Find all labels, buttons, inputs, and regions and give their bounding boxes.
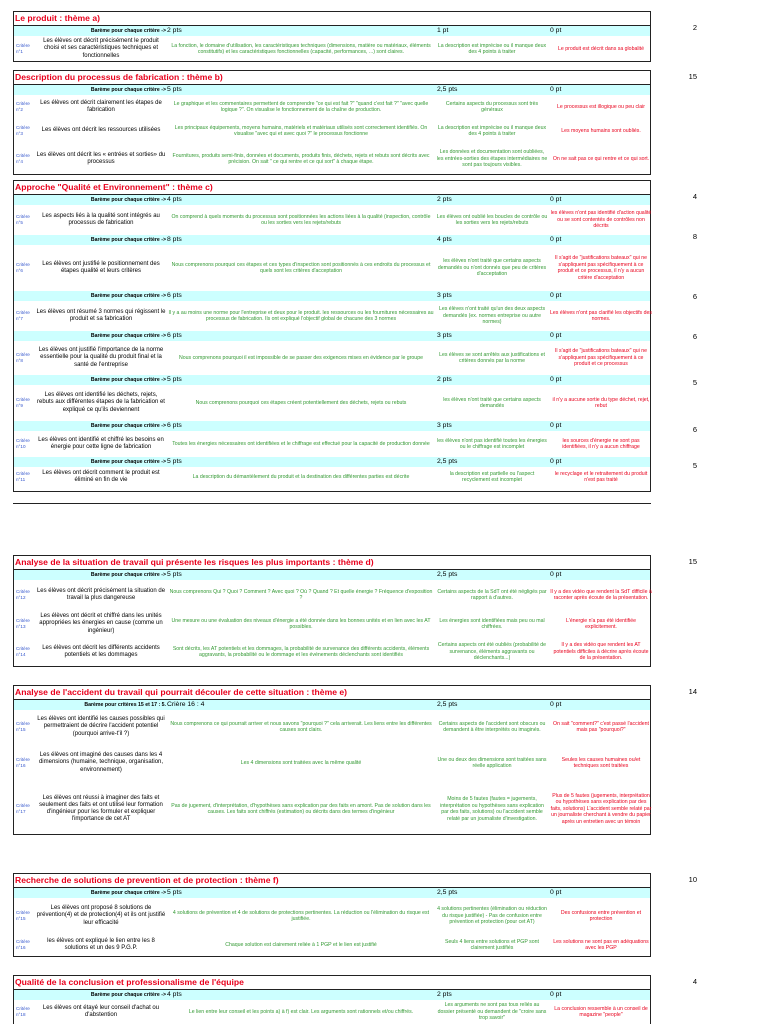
section-title: Qualité de la conclusion et professionalisme de l'équipe — [14, 976, 650, 990]
block-points: 8 — [692, 232, 697, 241]
section-theme-a — [13, 11, 651, 62]
criterion-id: Critère n°8 — [16, 352, 30, 363]
bareme-min: 0 pt — [550, 571, 562, 578]
criterion-id: Critère n°9 — [16, 397, 30, 408]
bareme-max: 5 pts — [167, 889, 182, 896]
bareme-mid: 2 pts — [437, 196, 452, 203]
criterion-desc: Les élèves ont résumé 3 normes qui régissent le produit et sa fabrication — [36, 308, 166, 322]
criterion-row — [14, 467, 650, 487]
bareme-mid: 2 pts — [437, 991, 452, 998]
criterion-max: La fonction, le domaine d'utilisation, les caractéristiques techniques (dimensions, matière ou matériaux, éléments constitutifs) et les caractéristiques fonctionnelles (capacité, performances, ...) sont claires. — [171, 42, 431, 55]
criterion-desc: Les élèves ont identifié les causes possibles qui permettraient de décrire l'accident potentiel (pourquoi arrive-t'il ?) — [37, 716, 165, 737]
bareme-label: Barème pour chaque critère -> — [90, 237, 166, 243]
criterion-min: il n'y a aucune sortie du type déchet, rejet, rebut — [552, 396, 650, 409]
criterion-min: Les élèves n'ont pas clarifié les objectifs des normes. — [550, 309, 652, 322]
criterion-max: Nous comprenons Qui ? Quoi ? Comment ? Avec quoi ? Où ? Quand ? Et quelle énergie ? Fréquence d'exposition ? — [169, 588, 433, 601]
criterion-desc: Les aspects liés à la qualité sont intégrés au processus de fabrication — [42, 212, 160, 226]
criterion-id: Critère n°6 — [16, 262, 30, 273]
bareme-max: Crière 16 : 4 — [167, 701, 205, 708]
criterion-row — [14, 95, 650, 119]
criterion-min: On sait "comment?" c'est passé l'accident mais pas "pourquoi?" — [553, 720, 649, 733]
bareme-max: 6 pts — [167, 292, 182, 299]
criterion-id: Critère n°13 — [16, 618, 30, 629]
block-points: 6 — [692, 292, 697, 301]
bareme-mid: 2,5 pts — [437, 458, 458, 465]
bareme-label: Barème pour chaque critère -> — [90, 572, 166, 578]
bareme-max: 5 pts — [167, 376, 182, 383]
criterion-desc: Les élèves ont proposé 8 solutions de prévention(4) et de protection(4) et ils ont justifié leur efficacité — [36, 905, 166, 926]
criterion-mid: Les énergies sont identifiées mais peu ou mal chiffrées. — [439, 617, 545, 630]
bareme-min: 0 pt — [550, 991, 562, 998]
criterion-id: Critère n°5 — [16, 214, 30, 225]
criterion-max: Nous comprenons pourquoi ces étapes et ces types d'inspection sont positionnés à ces endroits du processus et quels sont les critères d'acceptation — [171, 261, 431, 274]
bareme-row — [14, 291, 650, 301]
bareme-max: 6 pts — [167, 332, 182, 339]
bareme-max: 6 pts — [167, 422, 182, 429]
criterion-desc: Les élèves ont décrit comment le produit est éliminé en fin de vie — [42, 469, 160, 483]
bareme-min: 0 pt — [550, 701, 562, 708]
bareme-mid: 3 pts — [437, 292, 452, 299]
bareme-mid: 2,5 pts — [437, 571, 458, 578]
criterion-row — [14, 143, 650, 175]
criterion-desc: les élèves ont expliqué le lien entre les 8 solutions et un des 9 P.G.P. — [47, 937, 155, 951]
bareme-label: Barème pour chaque critère -> — [90, 293, 166, 299]
criterion-id: Critère n°1 — [16, 43, 30, 54]
criterion-row — [14, 431, 650, 457]
bareme-max: 4 pts — [167, 196, 182, 203]
section-points: 2 — [692, 23, 697, 32]
bareme-max: 4 pts — [167, 991, 182, 998]
page-divider — [13, 503, 651, 504]
bareme-row — [14, 375, 650, 385]
criterion-id: Critère n°2 — [16, 101, 30, 112]
criterion-min: Seules les causes humaines ou/et techniques sont traitées — [561, 756, 641, 769]
bareme-min: 0 pt — [550, 332, 562, 339]
criterion-row — [14, 1000, 650, 1024]
bareme-mid: 3 pts — [437, 422, 452, 429]
bareme-label: Barème pour chaque critère -> — [90, 28, 166, 34]
bareme-row — [14, 888, 650, 898]
bareme-row — [14, 700, 650, 710]
criterion-mid: Certains aspects de la SdT ont été négligés par rapport à d'autres. — [437, 588, 547, 601]
bareme-row — [14, 331, 650, 341]
bareme-label: Barème pour chaque critère -> — [90, 377, 166, 383]
criterion-max: 4 solutions de prévention et 4 de solutions de protections pertinentes. La réduction ou l'élimination du risque est justifiée. — [172, 909, 430, 922]
criterion-row — [14, 301, 650, 331]
bareme-max: 5 pts — [167, 458, 182, 465]
criterion-row — [14, 744, 650, 782]
criterion-min: Le processus est illogique ou peu clair — [557, 103, 645, 110]
bareme-row — [14, 457, 650, 467]
bareme-label: Barème pour chaque critère -> — [90, 423, 166, 429]
bareme-row — [14, 235, 650, 245]
bareme-label: Barème pour critères 15 et 17 : 5. — [84, 702, 166, 708]
criterion-max: Les principaux équipements, moyens humains, matériels et matériaux utilisés sont correctement identifiés. On visualise "avec qui et avec quoi ?" le processus fonctionne — [174, 124, 428, 137]
criterion-desc: Les élèves ont imaginé des causes dans les 4 dimensions (humaine, technique, organisation, environnement) — [38, 752, 164, 773]
bareme-mid: 2,5 pts — [437, 889, 458, 896]
criterion-mid: les élèves n'ont traité que certains aspects demandés ou n'ont donnés que peu de critères d'acceptation — [437, 258, 547, 278]
criterion-min: le recyclage et le retraitement du produit n'est pas traité — [554, 470, 648, 483]
criterion-min: les élèves n'ont pas identifié d'action qualité ou se sont contentés de contrôles non décrits — [550, 210, 652, 230]
bareme-mid: 2 pts — [437, 376, 452, 383]
criterion-row — [14, 385, 650, 421]
criterion-id: Critère n°12 — [16, 589, 30, 600]
criterion-min: Les moyens humains sont oubliés. — [561, 127, 641, 134]
section-title: Approche "Qualité et Environnement" : thème c) — [14, 181, 650, 195]
criterion-max: Une mesure ou une évaluation des niveaux d'énergie a été donnée dans les bonnes unités et en lien avec les AT possibles. — [171, 617, 431, 630]
criterion-id: Critère n°14 — [16, 646, 30, 657]
bareme-max: 8 pts — [167, 236, 182, 243]
bareme-row — [14, 195, 650, 205]
criterion-id: Critère n°7 — [16, 310, 30, 321]
bareme-min: 0 pt — [550, 196, 562, 203]
bareme-min: 0 pt — [550, 889, 562, 896]
criterion-id: Critère n°17 — [16, 803, 30, 814]
criterion-max: Chaque solution est clairement reliée à 1 PGP et le lien est justifié — [225, 941, 377, 948]
bareme-min: 0 pt — [550, 458, 562, 465]
bareme-min: 0 pt — [550, 27, 562, 34]
section-points: 15 — [688, 72, 697, 81]
criterion-min: La conclusion ressemble à un conseil de magazine "people" — [554, 1005, 648, 1018]
criterion-mid: Seuls 4 liens entre solutions et PGP sont clairement justifiés — [445, 938, 539, 951]
criterion-id: Critère n°3 — [16, 125, 30, 136]
bareme-label: Barème pour chaque critère -> — [90, 197, 166, 203]
criterion-min: Le produit est décrit dans sa globalité — [558, 45, 644, 52]
criterion-mid: Certains aspects de l'accident sont obscurs ou demandent à être interprétés ou imaginés. — [438, 720, 546, 733]
bareme-mid: 1 pt — [437, 27, 449, 34]
section-title: Description du processus de fabrication : thème b) — [14, 71, 650, 85]
bareme-row — [14, 990, 650, 1000]
criterion-mid: les élèves n'ont traité que certains aspects demandés — [443, 396, 541, 409]
block-points: 4 — [692, 192, 697, 201]
criterion-min: Il y a des vidéo que rendent les AT potentiels difficiles à décrire après écoute de la présentation. — [553, 642, 649, 662]
criterion-row — [14, 782, 650, 836]
criterion-min: L'énergie n'a pas été identifiée explicitement. — [565, 617, 637, 630]
criterion-max: La description du démantèlement du produit et la destination des différentes parties est décrite — [192, 473, 410, 480]
bareme-mid: 4 pts — [437, 236, 452, 243]
criterion-id: Critère n°4 — [16, 153, 30, 164]
criterion-id: Critère n°16 — [16, 757, 30, 768]
bareme-mid: 3 pts — [437, 332, 452, 339]
criterion-mid: Une ou deux des dimensions sont traitées sans réelle application — [437, 756, 547, 769]
criterion-mid: Moins de 5 fautes (fautes = jugements, interprétation ou hypothèses sans explication par des faits, solutions) ou l'accident semble relaté par un journaliste d'investigation. — [440, 796, 544, 822]
criterion-id: Critère n°18 — [16, 1006, 30, 1017]
section-theme-f — [13, 873, 651, 957]
criterion-mid: La description est imprécise ou il manque deux des 4 points à traiter — [437, 42, 547, 55]
criterion-desc: Les élèves ont identifié et chiffré les besoins en énergie pour cette ligne de fabrication — [38, 436, 164, 450]
criterion-max: Nous comprenons pourquoi ces étapes créent potentiellement des déchets, rejets ou rebuts — [195, 399, 407, 406]
criterion-desc: Les élèves ont justifié l'importance de la norme essentielle pour la qualité du produit final et la santé de l'entreprise — [38, 347, 164, 368]
criterion-max: Nous comprenons ce qui pourrait arriver et nous savons "pourquoi ?" cela arriverait. Les liens entre les différentes causes sont clairs. — [170, 720, 432, 733]
criterion-mid: Les arguments ne sont pas tous reliés au dossier présenté ou demandent de "croire sans trop savoir" — [437, 1002, 547, 1022]
block-points: 6 — [692, 425, 697, 434]
criterion-id: Critère n°16 — [16, 939, 30, 950]
criterion-row — [14, 119, 650, 143]
criterion-row — [14, 610, 650, 638]
criterion-mid: 4 solutions pertinentes (élimination ou réduction du risque justifiée) - Pas de confusion entre prévention et protection (pour cet AT) — [437, 906, 547, 926]
section-conclusion — [13, 975, 651, 1024]
bareme-min: 0 pt — [550, 422, 562, 429]
criterion-desc: Les élèves ont étayé leur conseil d'achat ou d'abstention — [42, 1004, 160, 1018]
criterion-row — [14, 36, 650, 62]
criterion-desc: Les élèves ont identifié les déchets, rejets, rebuts aux différentes étapes de la fabrication et expliqué ce qu'ils deviennent — [37, 392, 165, 413]
criterion-min: Plus de 5 fautes (jugements, interprétation ou hypothèses sans explication par des faits, solutions) L'accident semble relaté par un journaliste cherchant à vendre du papier après un entretien avec un témoin — [550, 792, 652, 825]
criterion-min: Il y a des vidéo que rendent la SdT difficile à raconter après écoute de la présentation. — [550, 588, 652, 601]
bareme-min: 0 pt — [550, 292, 562, 299]
criterion-max: Toutes les énergies nécessaires ont identifiées et le chiffrage est effectué pour la capacité de production donnée — [172, 440, 430, 447]
section-points: 14 — [688, 687, 697, 696]
criterion-desc: Les élèves ont décrit les différents accidents potentiels et les dommages — [42, 644, 160, 658]
criterion-max: Nous comprenons pourquoi il est impossible de se passer des exigences mises en évidence par le groupe — [179, 354, 423, 361]
section-title: Recherche de solutions de prevention et de protection : thème f) — [14, 874, 650, 888]
criterion-mid: Les élèves ont oublié les boucles de contrôle ou les sorties vers les rejets/rebuts — [436, 213, 548, 226]
bareme-label: Barème pour chaque critère -> — [90, 459, 166, 465]
criterion-min: Il s'agit de "justifications bateaux" qui ne s'appliquent pas spécifiquement à ce produit et ce processus — [554, 348, 648, 368]
bareme-min: 0 pt — [550, 236, 562, 243]
criterion-id: Critère n°10 — [16, 438, 30, 449]
criterion-max: Le graphique et les commentaires permettent de comprendre "ce qui est fait ?" "quand c'est fait ?" "avec quelle logique ?". On visualise le fonctionnement de la chaîne de production. — [173, 100, 429, 113]
criterion-max: Le lien entre leur conseil et les points a) à f) est clair. Les arguments sont rationnels et/ou chiffrés. — [188, 1008, 414, 1015]
criterion-max: Sont décrits, les AT potentiels et les dommages, la probabilité de survenance des différents accidents, éléments aggravants, la probabilité ou le dommage et les événements déclenchants sont identifiés — [172, 645, 430, 658]
criterion-desc: Les élèves ont décrit les ressources utilisées — [41, 127, 161, 134]
criterion-desc: Les élèves ont justifié le positionnement des étapes qualité et leurs critères — [42, 260, 160, 274]
bareme-mid: 2,5 pts — [437, 701, 458, 708]
bareme-max: 5 pts — [167, 86, 182, 93]
criterion-mid: Certains aspects du processus sont très généraux — [445, 100, 539, 113]
criterion-mid: Les élèves n'ont traité qu'un des deux aspects demandés (ex. normes entreprise ou autre normes) — [438, 306, 546, 326]
criterion-row — [14, 898, 650, 934]
criterion-id: Critère n°15 — [16, 721, 30, 732]
bareme-row — [14, 85, 650, 95]
criterion-desc: Les élèves ont décrit clairement les étapes de fabrication — [40, 99, 162, 113]
bareme-min: 0 pt — [550, 86, 562, 93]
block-points: 5 — [692, 461, 697, 470]
criterion-mid: Les élèves se sont arrêtés aux justifications et critères donnés par la norme — [439, 351, 545, 364]
block-points: 5 — [692, 378, 697, 387]
bareme-row — [14, 26, 650, 36]
criterion-desc: Les élèves ont décrit et chiffré dans les unités appropriées les énergies en cause (comme un ingénieur) — [39, 613, 163, 634]
section-title: Analyse de l'accident du travail qui pourrait découler de cette situation : thème e) — [14, 686, 650, 700]
criterion-desc: Les élèves ont décrit précisément le produit choisi et ses caractéristiques techniques et fonctionnelles — [43, 38, 159, 59]
criterion-row — [14, 245, 650, 291]
section-points: 15 — [688, 557, 697, 566]
criterion-max: On comprend à quels moments du processus sont positionnées les actions liées à la qualité (inspection, contrôle ou les sorties vers les rejets/rebuts — [171, 213, 431, 226]
bareme-label: Barème pour chaque critère -> — [90, 890, 166, 896]
criterion-mid: Certains aspects ont été oubliés (probabilité de survenance, éléments aggravants ou déclenchants...) — [437, 642, 547, 662]
criterion-row — [14, 710, 650, 744]
criterion-desc: Les élèves ont décrit les « entrées et sorties» du processus — [36, 151, 166, 165]
section-points: 4 — [692, 977, 697, 986]
section-theme-c — [13, 180, 651, 492]
criterion-id: Critère n°11 — [16, 471, 30, 482]
criterion-max: Il y a au moins une norme pour l'entreprise et deux pour le produit. les ressources ou les fournitures nécessaires au processus de fabrication. Ils ont expliqué l'objectif global de chacune des 3 normes — [168, 309, 434, 322]
criterion-max: Les 4 dimensions sont traitées avec la même qualité — [240, 759, 362, 766]
criterion-row — [14, 934, 650, 956]
bareme-row — [14, 570, 650, 580]
criterion-mid: la description est partielle ou l'aspect recyclement est incomplet — [449, 470, 535, 483]
criterion-mid: les élèves n'ont pas identifié toutes les énergies ou le chiffrage est incomplet — [437, 437, 547, 450]
section-theme-d — [13, 555, 651, 667]
criterion-mid: Les données et documentation sont oubliées, les entrées-sorties des étapes intermédiaires ne sont pas toujours visibles. — [436, 149, 548, 169]
section-title: Analyse de la situation de travail qui présente les risques les plus importants : thème d) — [14, 556, 650, 570]
bareme-label: Barème pour chaque critère -> — [90, 333, 166, 339]
block-points: 6 — [692, 332, 697, 341]
section-theme-b — [13, 70, 651, 175]
criterion-row — [14, 205, 650, 235]
bareme-min: 0 pt — [550, 376, 562, 383]
section-theme-e — [13, 685, 651, 835]
criterion-id: Critère n°15 — [16, 910, 30, 921]
criterion-row — [14, 341, 650, 375]
bareme-max: 2 pts — [167, 27, 182, 34]
criterion-min: les sources d'énergie ne sont pas identifiées, il n'y a aucun chiffrage — [562, 437, 640, 450]
bareme-mid: 2,5 pts — [437, 86, 458, 93]
criterion-desc: Les élèves ont réussi à imaginer des faits et seulement des faits et ont utilisé leur formation d'ingénieur pour les formuler et expliquer l'importance de cet AT — [39, 794, 163, 823]
bareme-label: Barème pour chaque critère -> — [90, 87, 166, 93]
criterion-row — [14, 580, 650, 610]
criterion-mid: La description est imprécise ou il manque deux des 4 points à traiter — [437, 124, 547, 137]
section-points: 10 — [688, 875, 697, 884]
criterion-min: Les solutions ne sont pas en adéquations avec les PGP — [553, 938, 649, 951]
bareme-label: Barème pour chaque critère -> — [90, 992, 166, 998]
bareme-max: 5 pts — [167, 571, 182, 578]
criterion-max: Fournitures, produits semi-finis, données et documents, produits finis, déchets, rejets et rebuts sont décrits avec précision. On sait " ce qui rentre et ce qui sort" à chaque étape. — [172, 152, 430, 165]
criterion-row — [14, 638, 650, 666]
criterion-min: Des confusions entre prévention et protection — [560, 909, 642, 922]
criterion-min: On ne sait pas ce qui rentre et ce qui sort. — [552, 155, 650, 162]
bareme-row — [14, 421, 650, 431]
criterion-desc: Les élèves ont décrit précisément la situation de travail la plus dangereuse — [36, 587, 166, 601]
criterion-max: Pas de jugement, d'interprétation, d'hypothèses sans explication par des faits en amont. Pas de solution dans les causes. Les faits sont chiffrés (estimation) ou décrits dans des termes d'ingénieur — [171, 802, 431, 815]
criterion-min: Il s'agit de "justifications bateaux" qui ne s'appliquent pas spécifiquement à ce produit et ce processus, il n'y a aucun critère d'acceptation — [554, 255, 648, 281]
section-title: Le produit : thème a) — [14, 12, 650, 26]
